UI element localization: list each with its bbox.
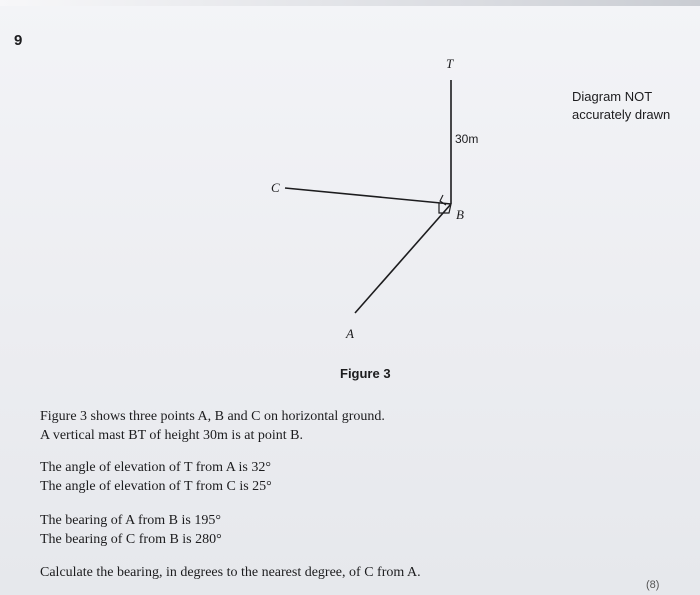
diagram-note-line-1: Diagram NOT <box>572 89 653 104</box>
label-t: T <box>446 56 454 71</box>
marks-label: (8) <box>646 579 660 591</box>
label-b: B <box>456 207 464 222</box>
question-line-2: A vertical mast BT of height 30m is at point B. <box>40 428 303 443</box>
question-number: 9 <box>14 32 23 49</box>
question-line-3: The angle of elevation of T from A is 32° <box>40 460 271 475</box>
diagram-note-line-2: accurately drawn <box>572 107 671 122</box>
question-line-1: Figure 3 shows three points A, B and C on horizontal ground. <box>40 409 385 424</box>
label-c: C <box>271 180 280 195</box>
line-cb <box>285 188 451 204</box>
label-height: 30m <box>455 132 479 146</box>
figure-caption: Figure 3 <box>340 366 391 381</box>
question-line-7: Calculate the bearing, in degrees to the nearest degree, of C from A. <box>40 565 421 580</box>
question-line-4: The angle of elevation of T from C is 25° <box>40 479 272 494</box>
label-a: A <box>346 326 354 341</box>
line-ba <box>355 204 451 313</box>
question-line-6: The bearing of C from B is 280° <box>40 532 222 547</box>
question-line-5: The bearing of A from B is 195° <box>40 513 221 528</box>
